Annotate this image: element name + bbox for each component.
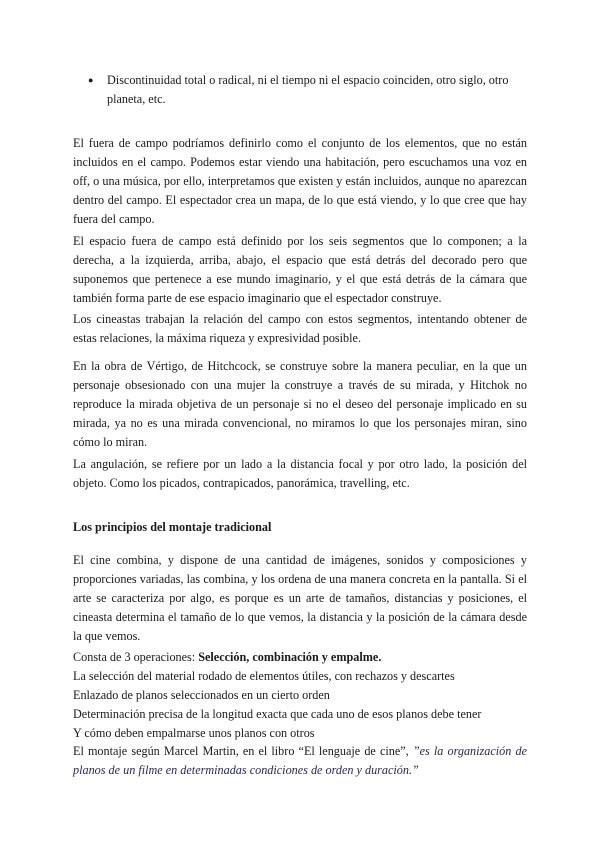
operation-line: La selección del material rodado de elementos útiles, con rechazos y descartes (73, 669, 455, 683)
operations-intro (73, 648, 527, 667)
final-quote: ”es la organización de planos de un filme en determinadas condiciones de orden y duración.” (73, 744, 527, 777)
paragraph-cine-combina: El cine combina, y dispone de una cantidad de imágenes, sonidos y composiciones y proporciones variadas, las combina, y los ordena de una manera concreta en la pantalla. Si el arte se caracteriza por algo, es porque es un arte de tamaños, distancias y posiciones, el cineasta determina el tamaño de lo que vemos, la distancia y la posición de la cámara desde la que vemos. (73, 553, 527, 643)
operations-list (73, 648, 527, 743)
final-text: El montaje según Marcel Martin, en el libro “El lenguaje de cine”, (73, 744, 413, 758)
operations-intro-text: Consta de 3 operaciones: (73, 650, 199, 664)
bullet-dot-icon: ● (88, 75, 94, 85)
paragraph-fuera-de-campo: El fuera de campo podríamos definirlo como el conjunto de los elementos, que no están incluidos en el campo. Podemos estar viendo una habitación, pero escuchamos una voz en off, o una música, por ello, interpretamos que existen y están incluidos, aunque no aparezcan dentro del campo. El espectador crea un mapa, de lo que está viendo, y lo que cree que hay fuera del campo. (73, 136, 527, 226)
paragraph-cineastas: Los cineastas trabajan la relación del campo con estos segmentos, intentando obtener de estas relaciones, la máxima riqueza y expresividad posible. (73, 312, 527, 345)
paragraph-angulacion: La angulación, se refiere por un lado a la distancia focal y por otro lado, la posición del objeto. Como los picados, contrapicados, panorámica, travelling, etc. (73, 457, 527, 490)
operation-line: Enlazado de planos seleccionados en un cierto orden (73, 688, 330, 702)
paragraph-montaje-martin (73, 742, 527, 780)
section-heading: Los principios del montaje tradicional (73, 520, 272, 534)
bullet-text: Discontinuidad total o radical, ni el tiempo ni el espacio coinciden, otro siglo, otro planeta, etc. (107, 73, 509, 106)
paragraph-espacio-fuera: El espacio fuera de campo está definido por los seis segmentos que lo componen; a la derecha, a la izquierda, arriba, abajo, el espacio que está detrás del decorado pero que suponemos que pertenece a ese mundo imaginario, y el que está detrás de la cámara que también forma parte de ese espacio imaginario que el espectador construye. (73, 234, 527, 305)
operation-line: Y cómo deben empalmarse unos planos con otros (73, 726, 315, 740)
bullet-item (88, 71, 528, 109)
operation-line: Determinación precisa de la longitud exacta que cada uno de esos planos debe tener (73, 707, 482, 721)
paragraph-vertigo: En la obra de Vértigo, de Hitchcock, se construye sobre la manera peculiar, en la que un personaje obsesionado con una mujer la construye a través de su mirada, y Hitchok no reproduce la mirada objetiva de un personaje si no el deseo del personaje implicado en su mirada, ya no es una mirada convencional, no miramos lo que los personajes miran, sino cómo lo miran. (73, 359, 527, 449)
operations-intro-bold: Selección, combinación y empalme. (198, 650, 382, 664)
